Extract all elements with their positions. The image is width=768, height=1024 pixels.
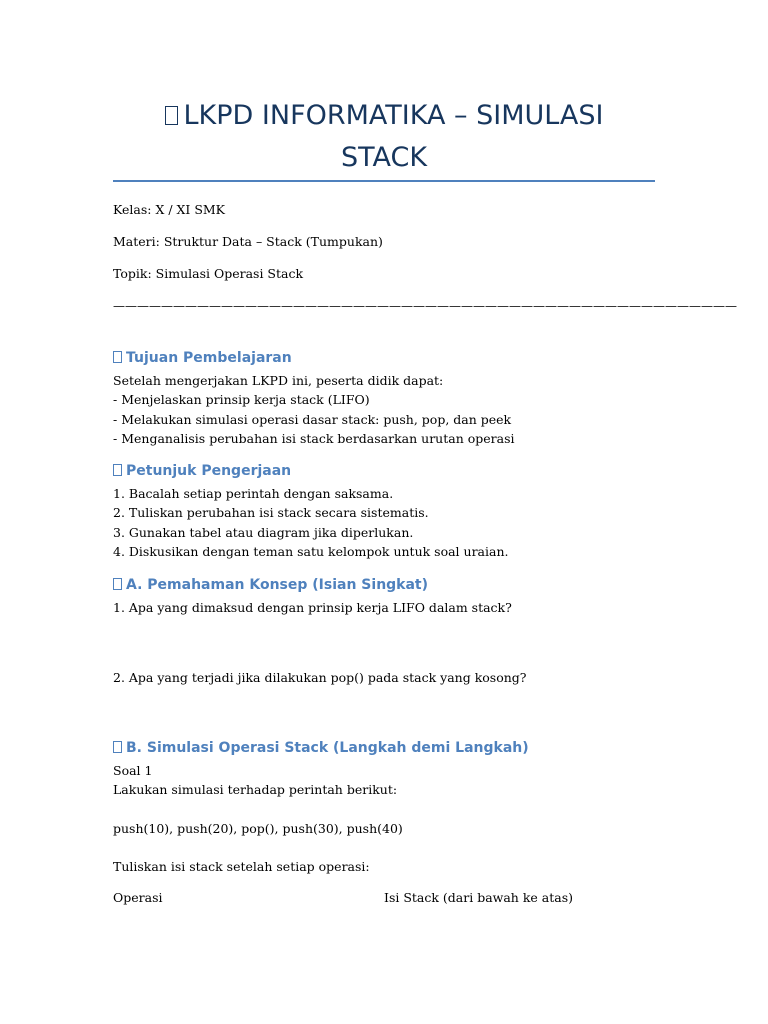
heading-section-a-label: A. Pemahaman Konsep (Isian Singkat) bbox=[126, 577, 429, 593]
meta-topik: Topik: Simulasi Operasi Stack bbox=[113, 266, 304, 281]
heading-tujuan-label: Tujuan Pembelajaran bbox=[126, 350, 292, 366]
column-header-isi-stack: Isi Stack (dari bawah ke atas) bbox=[384, 890, 573, 905]
missing-glyph-icon bbox=[113, 741, 122, 753]
heading-petunjuk bbox=[113, 461, 291, 481]
list-item: 1. Bacalah setiap perintah dengan saksama. bbox=[113, 486, 394, 501]
write-instruction: Tuliskan isi stack setelah setiap operasi: bbox=[113, 859, 370, 874]
missing-glyph-icon bbox=[165, 106, 178, 125]
list-item: - Menganalisis perubahan isi stack berdasarkan urutan operasi bbox=[113, 431, 515, 447]
heading-petunjuk-label: Petunjuk Pengerjaan bbox=[126, 463, 292, 479]
list-item: 3. Gunakan tabel atau diagram jika diperlukan. bbox=[113, 524, 414, 540]
document-title bbox=[113, 95, 655, 179]
heading-section-b bbox=[113, 738, 529, 758]
list-item: - Melakukan simulasi operasi dasar stack: push, pop, dan peek bbox=[113, 411, 512, 427]
missing-glyph-icon bbox=[113, 464, 122, 476]
stack-commands: push(10), push(20), pop(), push(30), push(40) bbox=[113, 821, 403, 836]
list-item: - Menjelaskan prinsip kerja stack (LIFO) bbox=[113, 392, 370, 408]
heading-section-a bbox=[113, 575, 428, 595]
question-2: 2. Apa yang terjadi jika dilakukan pop() pada stack yang kosong? bbox=[113, 670, 527, 685]
title-underline bbox=[113, 180, 655, 182]
petunjuk-list bbox=[113, 484, 508, 562]
separator-line: ———————————————————————————————————————————————————— bbox=[113, 299, 737, 313]
meta-kelas: Kelas: X / XI SMK bbox=[113, 202, 226, 217]
tujuan-list bbox=[113, 371, 515, 449]
heading-section-b-label: B. Simulasi Operasi Stack (Langkah demi Langkah) bbox=[126, 740, 529, 756]
question-1: 1. Apa yang dimaksud dengan prinsip kerja LIFO dalam stack? bbox=[113, 600, 512, 615]
tujuan-intro: Setelah mengerjakan LKPD ini, peserta didik dapat: bbox=[113, 373, 444, 388]
column-header-operasi: Operasi bbox=[113, 890, 163, 905]
missing-glyph-icon bbox=[113, 351, 122, 363]
soal-instruction: Lakukan simulasi terhadap perintah berikut: bbox=[113, 782, 398, 798]
soal-1-block bbox=[113, 761, 397, 800]
list-item: 4. Diskusikan dengan teman satu kelompok untuk soal uraian. bbox=[113, 544, 509, 560]
soal-label: Soal 1 bbox=[113, 763, 153, 778]
heading-tujuan bbox=[113, 348, 292, 368]
list-item: 2. Tuliskan perubahan isi stack secara sistematis. bbox=[113, 505, 429, 521]
meta-materi: Materi: Struktur Data – Stack (Tumpukan) bbox=[113, 234, 383, 249]
title-line-1: LKPD INFORMATIKA – SIMULASI bbox=[183, 100, 604, 131]
title-line-2: STACK bbox=[340, 142, 428, 173]
missing-glyph-icon bbox=[113, 578, 122, 590]
